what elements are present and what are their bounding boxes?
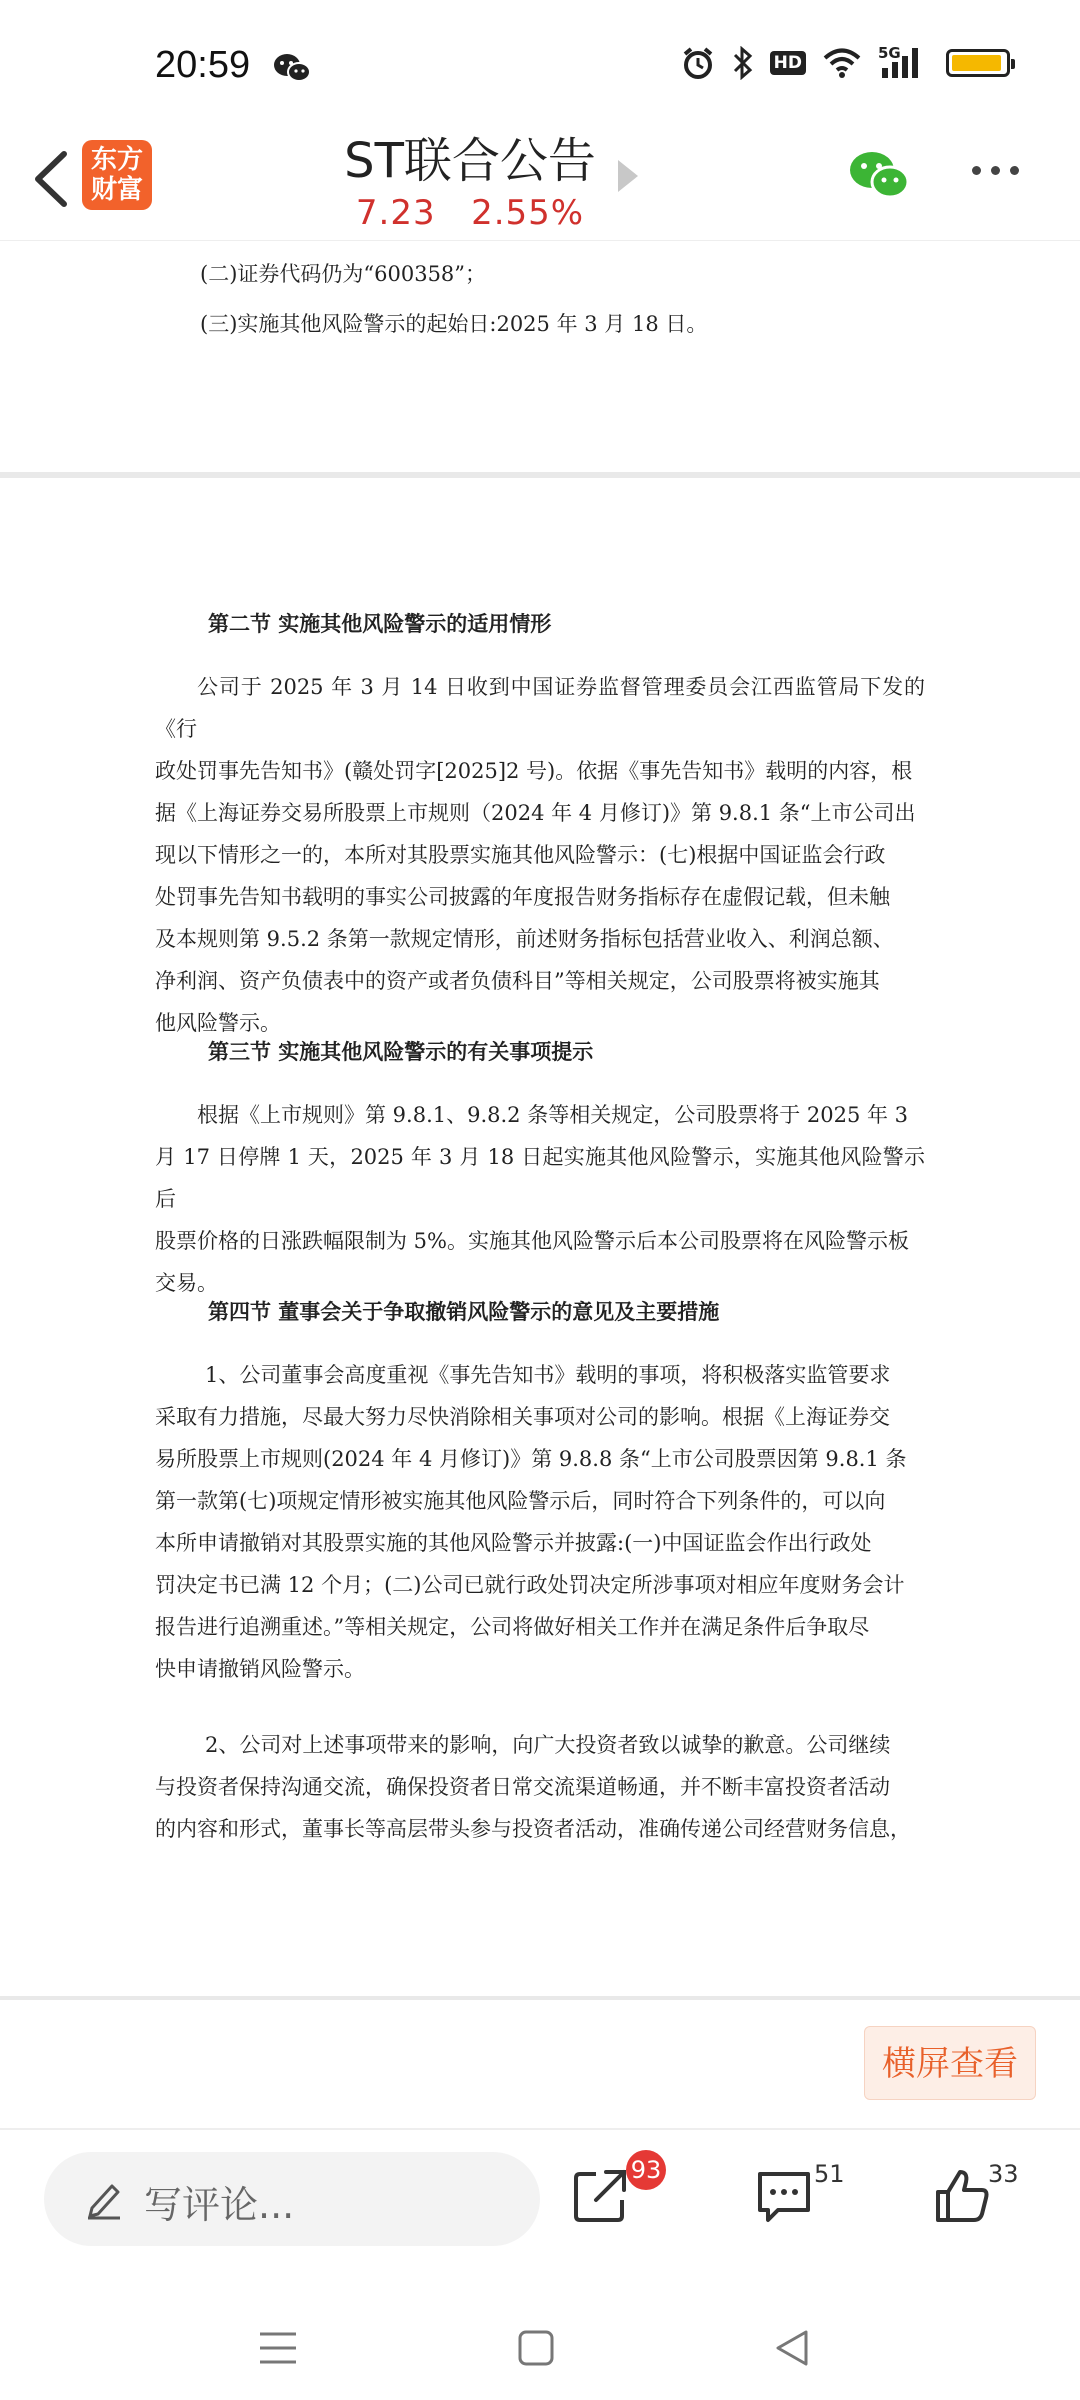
doc-line: 股票价格的日涨跌幅限制为 5%。实施其他风险警示后本公司股票将在风险警示板 <box>155 1229 909 1253</box>
like-count: 33 <box>988 2160 1019 2188</box>
stock-price: 7.23 <box>355 193 436 233</box>
doc-line: 采取有力措施，尽最大努力尽快消除相关事项对公司的影响。根据《上海证券交 <box>155 1405 890 1429</box>
comment-icon[interactable] <box>754 2166 814 2226</box>
share-count-badge: 93 <box>626 2150 666 2190</box>
back-nav-icon[interactable] <box>772 2328 812 2368</box>
doc-line: 处罚事先告知书载明的事实公司披露的年度报告财务指标存在虚假记载，但未触 <box>155 885 890 909</box>
doc-line: 1、公司董事会高度重视《事先告知书》载明的事项，将积极落实监管要求 <box>205 1363 891 1387</box>
comment-input[interactable] <box>44 2152 540 2246</box>
menu-nav-icon[interactable] <box>258 2330 298 2366</box>
section-heading: 第二节 实施其他风险警示的适用情形 <box>208 611 552 636</box>
section-heading: 第三节 实施其他风险警示的有关事项提示 <box>208 1039 594 1064</box>
app-logo[interactable] <box>82 140 152 210</box>
landscape-view-button[interactable]: 横屏查看 <box>864 2026 1036 2100</box>
more-options-icon[interactable] <box>972 166 1019 175</box>
status-time: 20:59 <box>155 44 251 86</box>
doc-line: 第一款第(七)项规定情形被实施其他风险警示后，同时符合下列条件的，可以向 <box>155 1489 886 1513</box>
hd-icon: HD <box>770 51 806 75</box>
back-arrow-icon[interactable] <box>24 146 84 212</box>
section4-paragraph-2 <box>155 1724 925 1850</box>
section4-paragraph-1 <box>155 1354 925 1690</box>
network-label: 5G <box>878 44 901 62</box>
bluetooth-icon <box>732 46 754 80</box>
page-title: ST联合公告 <box>344 133 596 189</box>
doc-line: 罚决定书已满 12 个月；(二)公司已就行政处罚决定所涉事项对相应年度财务会计 <box>155 1573 905 1597</box>
doc-line: 根据《上市规则》第 9.8.1、9.8.2 条等相关规定，公司股票将于 2025 年 3 <box>197 1103 909 1127</box>
doc-line: (三)实施其他风险警示的起始日:2025 年 3 月 18 日。 <box>200 312 708 336</box>
doc-line: 月 17 日停牌 1 天，2025 年 3 月 18 日起实施其他风险警示，实施其他风险警示后 <box>155 1145 925 1211</box>
section-heading: 第四节 董事会关于争取撤销风险警示的意见及主要措施 <box>208 1299 720 1324</box>
section2-paragraph <box>155 666 925 1044</box>
signal-5g-icon <box>878 46 930 80</box>
doc-line: 及本规则第 9.5.2 条第一款规定情形，前述财务指标包括营业收入、利润总额、 <box>155 927 894 951</box>
doc-line: 公司于 2025 年 3 月 14 日收到中国证券监督管理委员会江西监管局下发的《行 <box>155 675 925 741</box>
system-navigation-bar <box>0 2290 1080 2400</box>
section3-paragraph <box>155 1094 925 1304</box>
battery-icon <box>946 49 1010 77</box>
home-nav-icon[interactable] <box>516 2328 556 2368</box>
doc-line: 本所申请撤销对其股票实施的其他风险警示并披露:(一)中国证监会作出行政处 <box>155 1531 872 1555</box>
page-separator <box>0 1996 1080 2000</box>
wechat-share-icon[interactable] <box>848 148 912 204</box>
doc-line: 易所股票上市规则(2024 年 4 月修订)》第 9.8.8 条“上市公司股票因第 9.8.1 条 <box>155 1447 907 1471</box>
title-block <box>300 122 640 233</box>
header-bar <box>0 120 1080 241</box>
doc-line: 交易。 <box>155 1271 218 1295</box>
doc-line: 据《上海证券交易所股票上市规则（2024 年 4 月修订)》第 9.8.1 条“上市公司出 <box>155 801 916 825</box>
comment-placeholder: 写评论... <box>144 2183 295 2227</box>
pencil-icon <box>84 2178 124 2220</box>
doc-line: 政处罚事先告知书》(赣处罚字[2025]2 号)。依据《事先告知书》载明的内容，根 <box>155 759 913 783</box>
doc-line: (二)证券代码仍为“600358”； <box>200 262 487 286</box>
doc-line: 报告进行追溯重述。”等相关规定，公司将做好相关工作并在满足条件后争取尽 <box>155 1615 870 1639</box>
logo-text-bottom: 财富 <box>90 175 143 205</box>
stock-quote <box>300 193 640 233</box>
share-icon[interactable] <box>570 2166 630 2226</box>
alarm-icon <box>680 45 716 81</box>
doc-line: 净利润、资产负债表中的资产或者负债科目”等相关规定，公司股票将被实施其 <box>155 969 880 993</box>
wechat-notification-icon <box>272 52 312 84</box>
doc-line: 与投资者保持沟通交流，确保投资者日常交流渠道畅通，并不断丰富投资者活动 <box>155 1775 890 1799</box>
comment-count: 51 <box>814 2160 845 2188</box>
logo-text-top: 东方 <box>90 145 143 175</box>
status-bar <box>0 0 1080 120</box>
bottom-divider <box>0 2128 1080 2130</box>
doc-line: 2、公司对上述事项带来的影响，向广大投资者致以诚挚的歉意。公司继续 <box>205 1733 891 1757</box>
stock-change: 2.55% <box>471 193 585 233</box>
doc-line: 快申请撤销风险警示。 <box>155 1657 365 1681</box>
doc-line: 他风险警示。 <box>155 1011 281 1035</box>
doc-line: 的内容和形式，董事长等高层带头参与投资者活动，准确传递公司经营财务信息， <box>155 1817 911 1841</box>
page-separator <box>0 472 1080 478</box>
play-triangle-icon[interactable] <box>618 160 638 192</box>
wifi-icon <box>822 47 862 79</box>
doc-line: 现以下情形之一的，本所对其股票实施其他风险警示：(七)根据中国证监会行政 <box>155 843 886 867</box>
like-thumb-icon[interactable] <box>932 2166 992 2226</box>
